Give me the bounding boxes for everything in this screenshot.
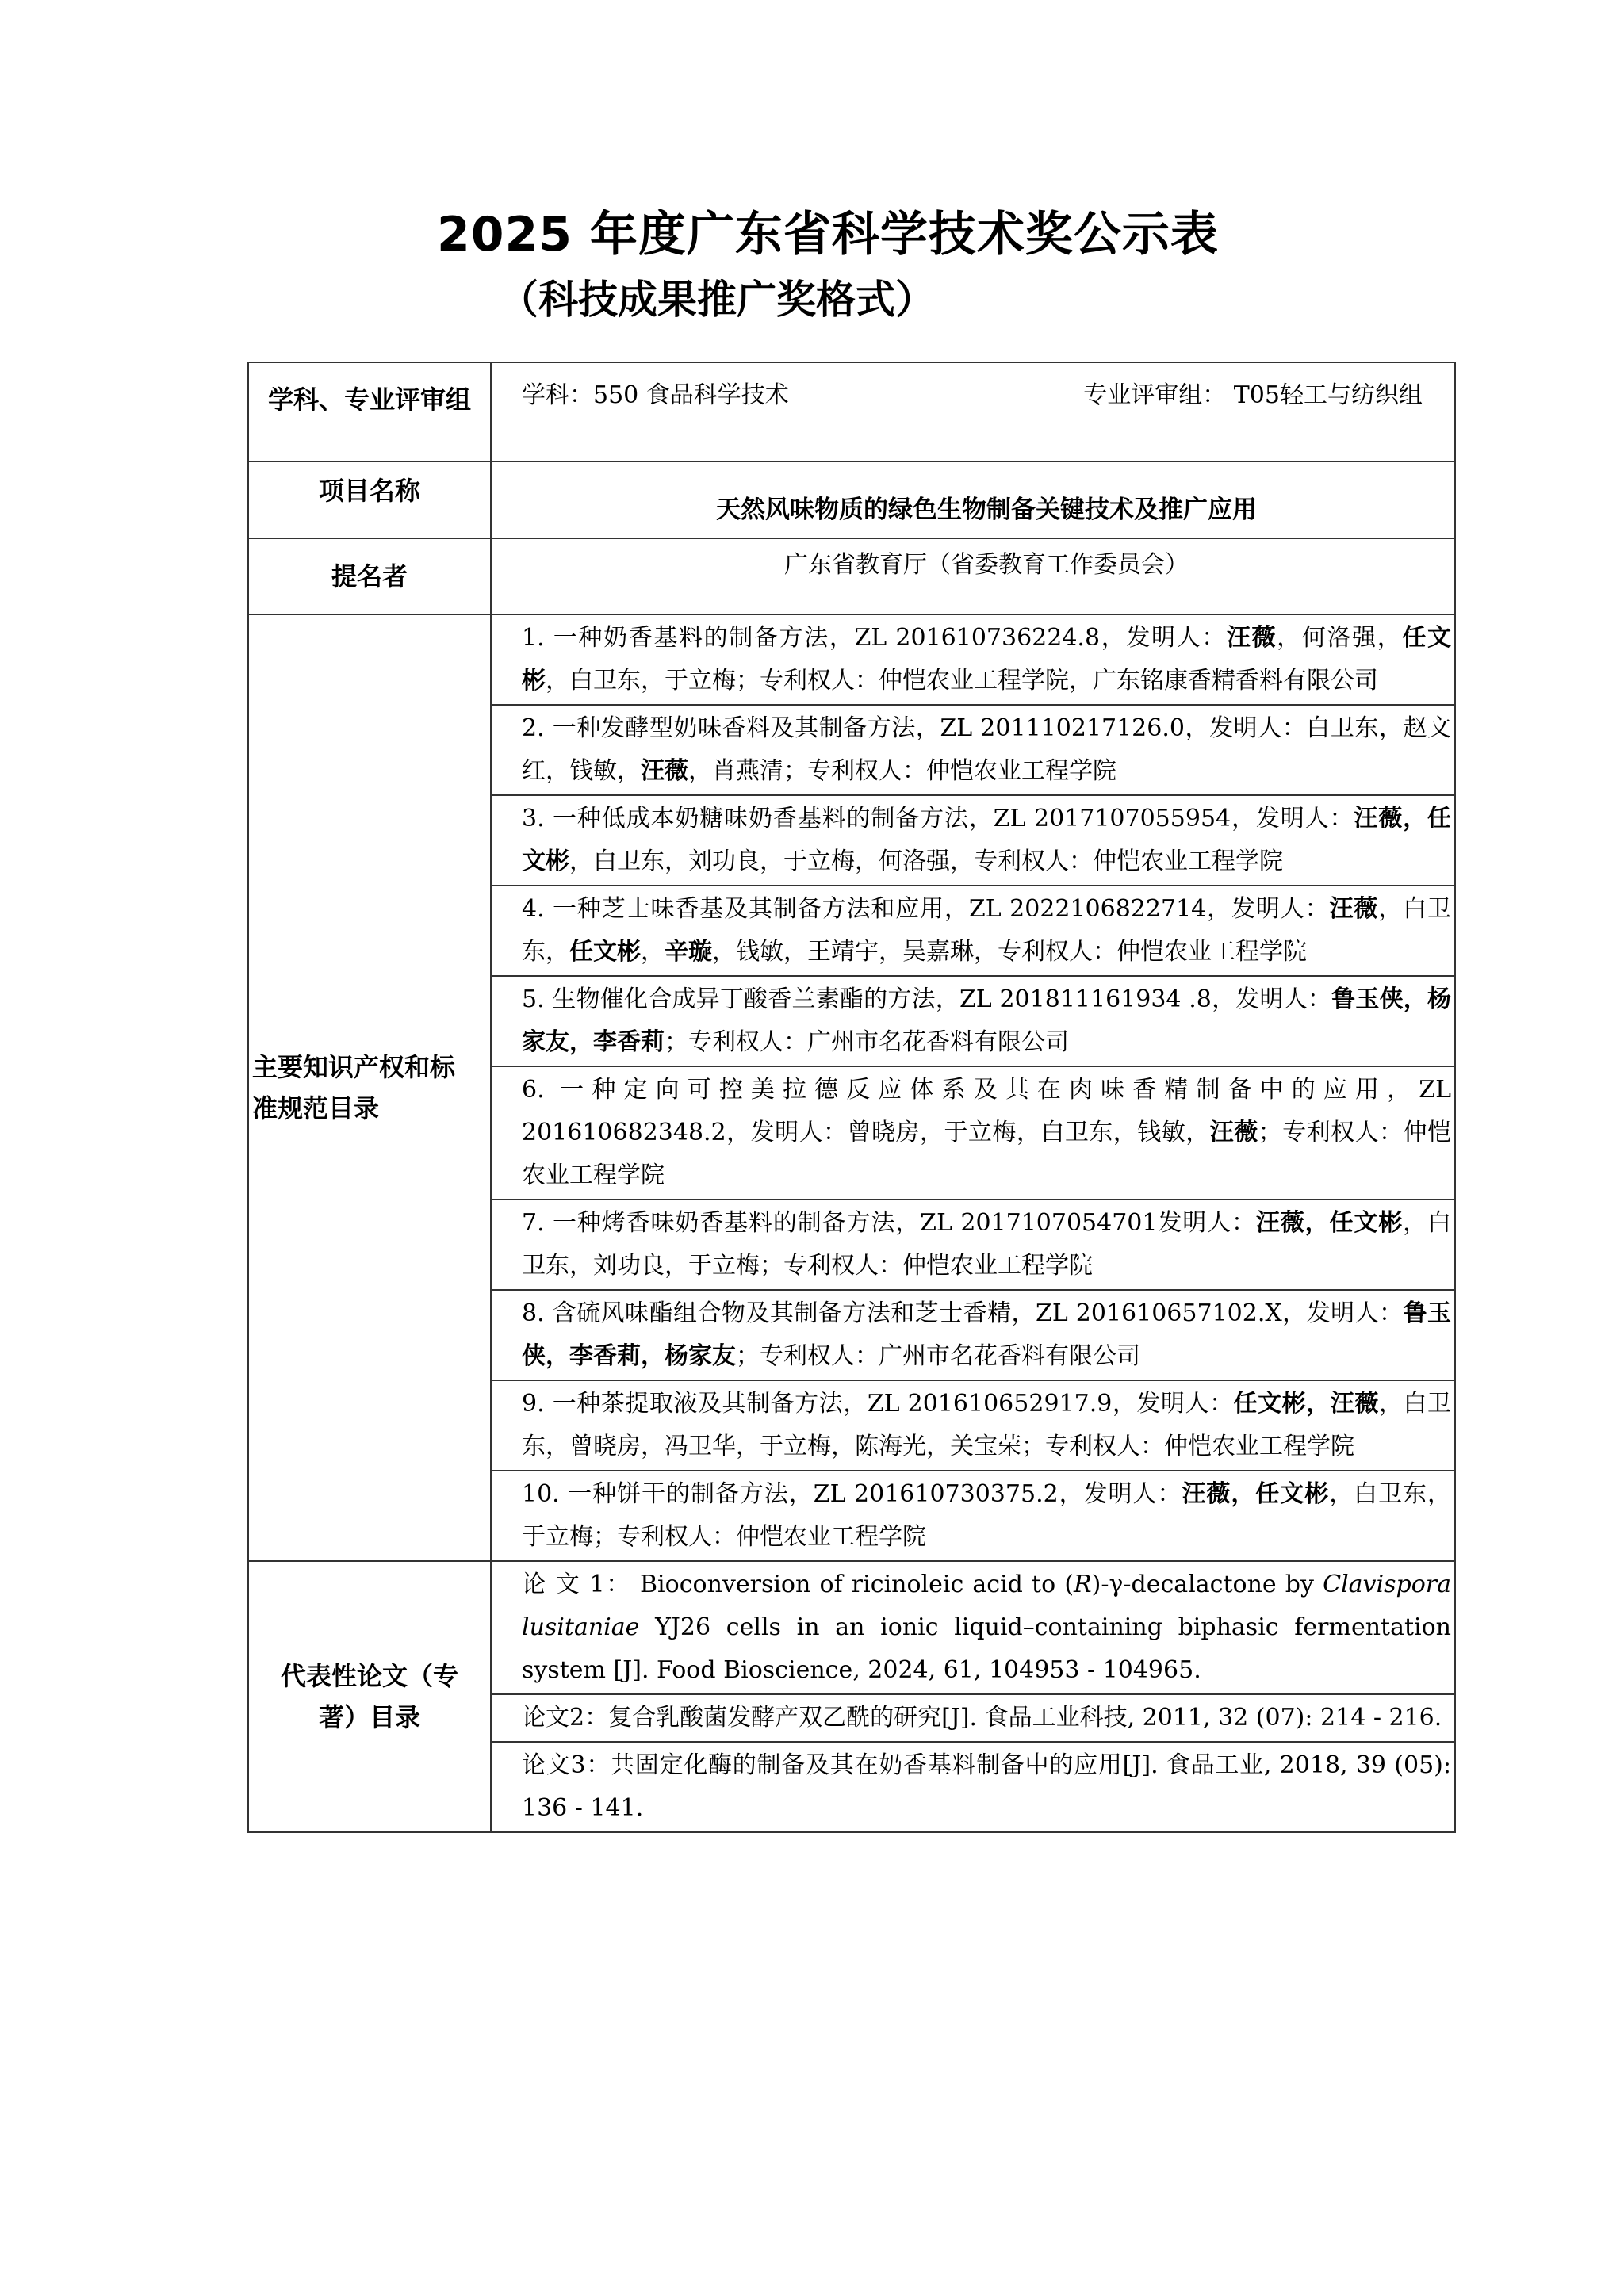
text-run: 7. 一种烤香味奶香基料的制备方法，ZL 2017107054701发明人：	[522, 1209, 1256, 1237]
text-run: 任文彬	[522, 624, 1452, 695]
text-run: 鲁玉侠，杨家友，李香莉	[522, 985, 1451, 1056]
discipline-value: 学科：550 食品科学技术	[522, 381, 789, 409]
nominator-value: 广东省教育厅（省委教育工作委员会）	[491, 538, 1455, 614]
text-run: 汪薇，任文彬	[1182, 1480, 1330, 1508]
text-run: 汪薇，任文彬	[522, 805, 1452, 875]
ip-item	[491, 976, 1455, 1066]
nominator-label: 提名者	[248, 538, 491, 614]
text-run: 论文2：复合乳酸菌发酵产双乙酰的研究[J]. 食品工业科技, 2011, 32 (07): 214 - 216.	[522, 1704, 1442, 1732]
discipline-row	[248, 362, 1455, 461]
text-run: 汪薇，任文彬	[1255, 1209, 1404, 1237]
text-run: 任文彬	[569, 938, 641, 966]
ip-item	[491, 1290, 1455, 1380]
project-value: 天然风味物质的绿色生物制备关键技术及推广应用	[491, 461, 1455, 538]
text-run: 汪薇	[1226, 624, 1277, 652]
text-run: ，白卫东，曾晓房，冯卫华，于立梅，陈海光，关宝荣；专利权人：仲恺农业工程学院	[522, 1390, 1451, 1460]
text-run: 9. 一种茶提取液及其制备方法，ZL 201610652917.9，发明人：	[522, 1390, 1234, 1418]
ip-item	[491, 705, 1455, 795]
text-run: YJ26 cells in an ionic liquid–containing biphasic fermentation system [J]. Food Bioscience, 2024, 61, 104953 - 104965.	[522, 1613, 1451, 1684]
discipline-value-cell	[491, 362, 1455, 461]
text-run: Clavispora lusitaniae	[522, 1571, 1451, 1641]
text-run: 3. 一种低成本奶糖味奶香基料的制备方法，ZL 2017107055954，发明人：	[522, 805, 1354, 832]
text-run: 2. 一种发酵型奶味香料及其制备方法，ZL 201110217126.0，发明人：白卫东，赵文红，钱敏，	[522, 714, 1451, 785]
ip-item	[491, 1200, 1455, 1290]
text-run: 鲁玉侠，李香莉，杨家友	[522, 1299, 1451, 1370]
text-run: 辛璇	[665, 938, 712, 966]
ip-item-label: 主要知识产权和标准规范目录	[248, 614, 491, 1561]
document-title: 2025 年度广东省科学技术奖公示表	[437, 207, 1219, 262]
text-run: ；专利权人：广州市名花香料有限公司	[665, 1028, 1069, 1056]
text-run: 论文3：共固定化酶的制备及其在奶香基料制备中的应用[J]. 食品工业, 2018, 39 (05): 136 - 141.	[522, 1751, 1451, 1822]
ip-item	[491, 1380, 1455, 1471]
review-panel-value: 专业评审组： T05轻工与纺织组	[1083, 381, 1423, 409]
announcement-table	[247, 362, 1456, 1833]
text-run: ；专利权人：仲恺农业工程学院	[522, 1119, 1452, 1189]
project-row	[248, 461, 1455, 538]
text-run: 汪薇	[1209, 1119, 1258, 1146]
text-run: ，白卫东，刘功良，于立梅，何洛强，专利权人：仲恺农业工程学院	[569, 848, 1283, 875]
text-run: 6. 一种定向可控美拉德反应体系及其在肉味香精制备中的应用，ZL 201610682348.2，发明人：曾晓房，于立梅，白卫东，钱敏，	[522, 1076, 1451, 1146]
text-run: R	[1074, 1571, 1092, 1598]
paper-item-row	[248, 1561, 1455, 1694]
text-run: ，白卫东，于立梅；专利权人：仲恺农业工程学院	[522, 1480, 1452, 1551]
paper-item	[491, 1561, 1455, 1694]
text-run: 1. 一种奶香基料的制备方法，ZL 201610736224.8，发明人：	[522, 624, 1227, 652]
paper-item	[491, 1694, 1455, 1742]
ip-item	[491, 795, 1455, 886]
project-label: 项目名称	[248, 461, 491, 538]
text-run: ，钱敏，王靖宇，吴嘉琳，专利权人：仲恺农业工程学院	[712, 938, 1307, 966]
discipline-label: 学科、专业评审组	[248, 362, 491, 461]
text-run: 8. 含硫风味酯组合物及其制备方法和芝士香精，ZL 201610657102.X，发明人：	[522, 1299, 1404, 1327]
text-run: 10. 一种饼干的制备方法，ZL 201610730375.2，发明人：	[522, 1480, 1182, 1508]
text-run: ，白卫东，于立梅；专利权人：仲恺农业工程学院，广东铭康香精香料有限公司	[546, 667, 1378, 695]
text-run: 论 文 1： Bioconversion of ricinoleic acid to (	[522, 1571, 1074, 1598]
text-run: ，肖燕清；专利权人：仲恺农业工程学院	[688, 757, 1116, 785]
document-subtitle: （科技成果推广奖格式）	[499, 277, 935, 323]
text-run: ，	[641, 938, 665, 966]
text-run: 汪薇	[1329, 895, 1379, 923]
ip-item	[491, 1471, 1455, 1561]
text-run: 4. 一种芝士味香基及其制备方法和应用，ZL 2022106822714，发明人：	[522, 895, 1330, 923]
text-run: ；专利权人：广州市名花香料有限公司	[736, 1342, 1140, 1370]
nominator-row	[248, 538, 1455, 614]
ip-item	[491, 886, 1455, 976]
text-run: )-γ-decalactone by	[1091, 1571, 1323, 1598]
ip-item	[491, 1066, 1455, 1200]
text-run: ，白卫东，	[522, 895, 1452, 966]
paper-item	[491, 1742, 1455, 1832]
text-run: ，何洛强，	[1277, 624, 1403, 652]
ip-item	[491, 614, 1455, 705]
paper-item-label: 代表性论文（专著）目录	[248, 1561, 491, 1832]
text-run: ，白卫东，刘功良，于立梅；专利权人：仲恺农业工程学院	[522, 1209, 1452, 1280]
ip-item-row	[248, 614, 1455, 705]
text-run: 任文彬，汪薇	[1233, 1390, 1379, 1418]
text-run: 5. 生物催化合成异丁酸香兰素酯的方法，ZL 201811161934 .8，发明人：	[522, 985, 1332, 1013]
text-run: 汪薇	[641, 757, 688, 785]
